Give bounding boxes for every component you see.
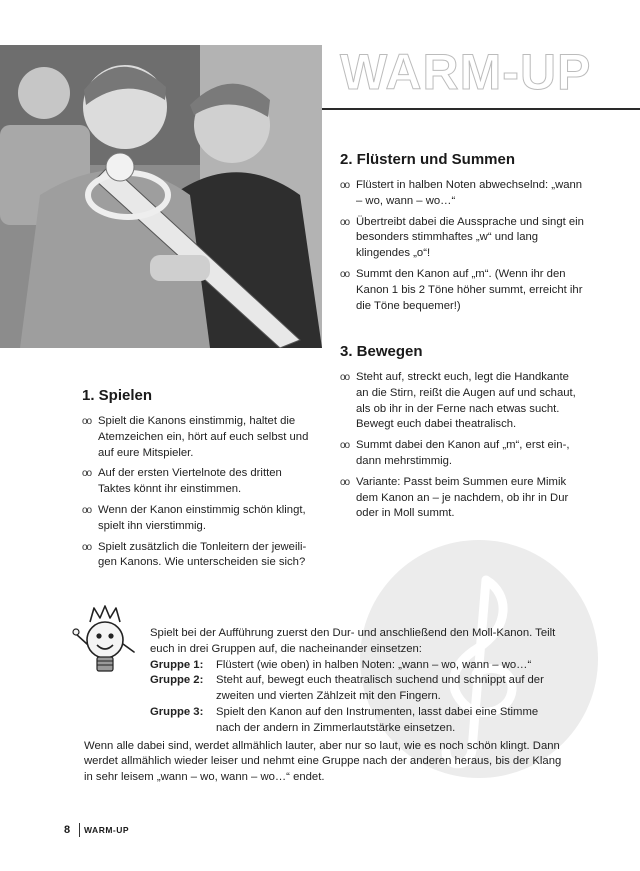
performance-tip <box>84 626 564 786</box>
bullet-list <box>340 178 585 314</box>
tip-group <box>150 658 564 674</box>
bullet-icon: oo <box>340 372 350 383</box>
tip-group <box>150 673 564 705</box>
section-fluestern <box>340 150 585 319</box>
photo-boys-trumpet <box>0 45 322 348</box>
bullet-icon: oo <box>82 504 92 516</box>
header-rule <box>322 108 640 110</box>
bullet-icon: oo <box>340 216 350 228</box>
section-spielen <box>82 386 312 576</box>
list-item: oo Summt den Kanon auf „m“. (Wenn ihr den Kanon 1 bis 2 Töne höher summt, erreicht ihr die Töne bequemer!) <box>340 267 583 312</box>
bullet-icon: oo <box>340 476 350 488</box>
page-number: 8 <box>64 824 71 836</box>
tip-outro: Wenn alle dabei sind, werdet allmählich lauter, aber nur so laut, wie es noch schön klingt. Dann werdet allmählich wieder leiser und nehmt eine Gruppe nach der anderen heraus, bis der Klang in sehr leisem „wann – wo, wann – wo…“ endet. <box>84 739 562 784</box>
section-title: WARM-UP <box>340 44 592 100</box>
section-bewegen <box>340 342 580 527</box>
footer-divider <box>79 823 80 837</box>
tip-group <box>150 705 564 737</box>
list-item: oo Wenn der Kanon einstimmig schön klingt, spielt ihn vierstimmig. <box>82 503 306 532</box>
list-item: oo Auf der ersten Viertelnote des dritten Taktes könnt ihr einstimmen. <box>82 467 282 496</box>
group-text: Flüstert (wie oben) in halben Noten: „wann – wo, wann – wo…“ <box>216 658 532 671</box>
list-item: oo Übertreibt dabei die Aussprache und singt ein besonders stimmhaftes „w“ und lang klingendes „o“! <box>340 215 584 260</box>
section-heading: 3. Bewegen <box>340 343 423 360</box>
list-item: oo Flüstert in halben Noten abwechselnd: „wann – wo, wann – wo…“ <box>340 179 583 207</box>
list-item: oo Spielt zusätzlich die Tonleitern der jeweili-gen Kanons. Wie unterscheiden sie sich? <box>82 540 307 569</box>
bullet-icon: oo <box>340 440 350 452</box>
list-item: oo Summt dabei den Kanon auf „m“, erst ein-, dann mehrstimmig. <box>340 439 570 467</box>
bullet-icon: oo <box>82 468 92 480</box>
bullet-list <box>82 414 312 571</box>
group-text: Spielt den Kanon auf den Instrumenten, lasst dabei eine Stimme nach der andern in Zimmerlautstärke einsetzen. <box>216 705 539 734</box>
bullet-list <box>340 370 580 522</box>
bullet-icon: oo <box>340 268 350 280</box>
bullet-icon: oo <box>340 180 350 191</box>
section-heading: 1. Spielen <box>82 387 153 404</box>
group-label: Gruppe 2: <box>150 674 204 687</box>
footer-section-label: WARM-UP <box>84 825 130 835</box>
list-item: oo Steht auf, streckt euch, legt die Handkante an die Stirn, reißt die Augen auf und schaut, als ob ihr in der Ferne nach etwas sucht. Bewegt euch dabei theatralisch. <box>340 371 576 431</box>
group-text: Steht auf, bewegt euch theatralisch suchend und schnippt auf der zweiten und vierten Zählzeit mit den Fingern. <box>216 674 544 703</box>
bullet-icon: oo <box>82 416 92 427</box>
group-label: Gruppe 3: <box>150 705 204 718</box>
bullet-icon: oo <box>82 541 92 553</box>
group-label: Gruppe 1: <box>150 658 204 671</box>
list-item: oo Variante: Passt beim Summen eure Mimik dem Kanon an – je nachdem, ob ihr in Dur oder in Moll summt. <box>340 475 569 520</box>
section-heading: 2. Flüstern und Summen <box>340 151 516 168</box>
list-item: oo Spielt die Kanons einstimmig, haltet die Atemzeichen ein, hört auf euch selbst und auf eure Mitspieler. <box>82 415 309 459</box>
tip-intro: Spielt bei der Aufführung zuerst den Dur- und anschließend den Moll-Kanon. Teilt euch in drei Gruppen auf, die nacheinander einsetzen: <box>150 627 556 655</box>
